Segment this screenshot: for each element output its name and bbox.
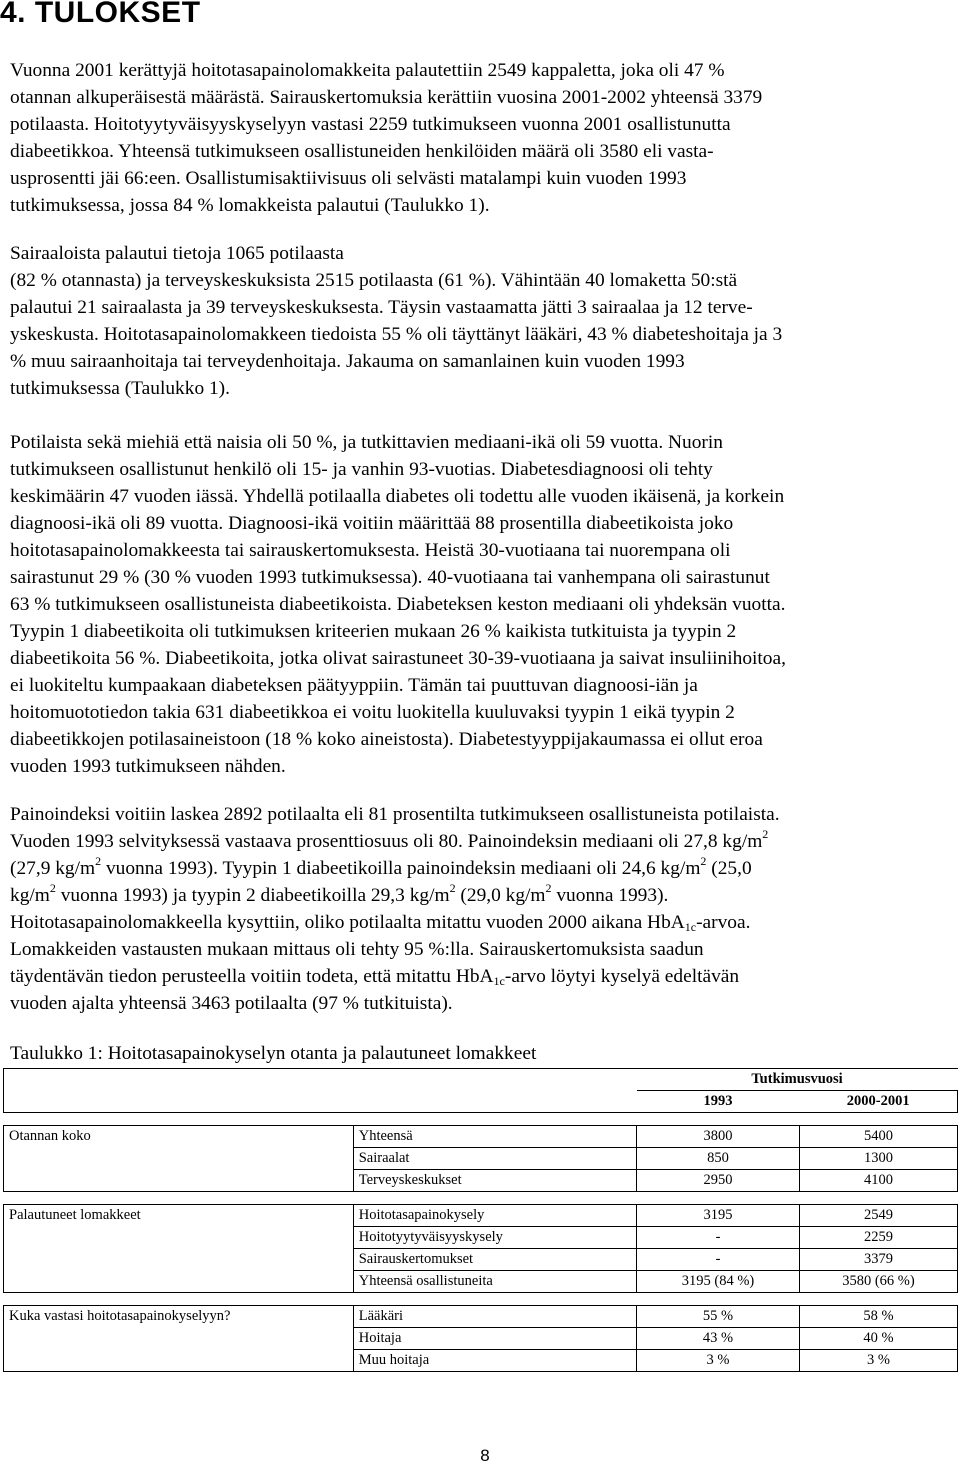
table-row <box>4 1148 958 1170</box>
paragraph-response-rate <box>10 57 955 219</box>
row-label: Yhteensä osallistuneita <box>353 1271 636 1293</box>
cell-2001: 1300 <box>799 1148 957 1170</box>
text-line: $kg/m^2$ vuonna 1993) ja tyypin 2 diabeetikoilla 29,3 $kg/m^2$ (29,0 $kg/m^2$ vuonna 1993). <box>10 881 669 906</box>
text-line: usprosentti jäi 66:een. Osallistumisaktiivisuus oli selvästi matalampi kuin vuoden 1993 <box>10 168 687 189</box>
text-line: ei luokiteltu kumpaakaan diabeteksen päätyyppiin. Tämän tai puuttuvan diagnoosi-iän ja <box>10 675 698 696</box>
text-line: täydentävän tiedon perusteella voitiin todeta, että mitattu HbA$_{1c}$-arvo löytyi kyselyä edeltävän <box>10 966 740 988</box>
cell-2001: 3 % <box>799 1350 957 1372</box>
text-line: 63 % tutkimukseen osallistuneista diabeetikoista. Diabeteksen keston mediaani oli yhdeksän vuotta. <box>10 594 786 615</box>
row-label: Lääkäri <box>353 1306 636 1328</box>
text-line: Vuonna 2001 kerättyjä hoitotasapainolomakkeita palautettiin 2549 kappaletta, joka oli 47 % <box>10 60 725 81</box>
column-header-1993: 1993 <box>637 1091 800 1113</box>
text-line: yskeskusta. Hoitotasapainolomakkeen tiedoista 55 % oli täyttänyt lääkäri, 43 % diabeteshoitaja ja 3 <box>10 324 783 345</box>
text-line: diabeetikoita 56 %. Diabeetikoita, jotka olivat sairastuneet 30-39-vuotiaana ja saivat insuliinihoitoa, <box>10 648 786 669</box>
row-group-label: Palautuneet lomakkeet <box>4 1205 354 1227</box>
table-caption: Taulukko 1: Hoitotasapainokyselyn otanta ja palautuneet lomakkeet <box>10 1043 537 1064</box>
text-line: keskimäärin 47 vuoden iässä. Yhdellä potilaalla diabetes oli todettu alle vuoden ikäisenä, ja korkein <box>10 486 785 507</box>
row-label: Terveyskeskukset <box>353 1170 636 1192</box>
row-label: Muu hoitaja <box>353 1350 636 1372</box>
row-group-label: Kuka vastasi hoitotasapainokyselyyn? <box>4 1306 354 1328</box>
text-line: tutkimuksessa, jossa 84 % lomakkeista palautui (Taulukko 1). <box>10 195 490 216</box>
paragraph-patients <box>10 429 955 780</box>
text-line: hoitomuototiedon takia 631 diabeetikkoa ei voitu luokitella kuuluvaksi tyypin 1 eikä tyypin 2 <box>10 702 735 723</box>
text-line: palautui 21 sairaalasta ja 39 terveyskeskuksesta. Täysin vastaamatta jätti 3 sairaalaa ja 12 terve- <box>10 297 753 318</box>
row-group-label: Otannan koko <box>4 1126 354 1148</box>
text-line: vuoden 1993 tutkimukseen nähden. <box>10 756 286 777</box>
cell-2001: 40 % <box>799 1328 957 1350</box>
text-line: Tyypin 1 diabeetikoita oli tutkimuksen kriteerien mukaan 26 % kaikista tutkituista ja tyypin 2 <box>10 621 737 642</box>
cell-1993: 43 % <box>637 1328 800 1350</box>
cell-1993: 3 % <box>637 1350 800 1372</box>
text-line: diagnoosi-ikä oli 89 vuotta. Diagnoosi-ikä voitiin määrittää 88 prosentilla diabeetikoista joko <box>10 513 734 534</box>
row-label: Hoitaja <box>353 1328 636 1350</box>
table-row <box>4 1249 958 1271</box>
cell-2001: 2549 <box>799 1205 957 1227</box>
text-line: diabeetikkojen potilasaineistoon (18 % koko aineistosta). Diabetestyyppijakaumassa ei ollut eroa <box>10 729 763 750</box>
row-label: Sairauskertomukset <box>353 1249 636 1271</box>
text-line: % muu sairaanhoitaja tai terveydenhoitaja. Jakauma on samanlainen kuin vuoden 1993 <box>10 351 685 372</box>
text-line: Sairaaloista palautui tietoja 1065 potilaasta <box>10 243 344 264</box>
cell-1993: - <box>637 1249 800 1271</box>
table-row <box>4 1306 958 1328</box>
cell-1993: 3195 <box>637 1205 800 1227</box>
cell-2001: 2259 <box>799 1227 957 1249</box>
column-header-2001: 2000-2001 <box>799 1091 957 1113</box>
results-table <box>3 1068 958 1372</box>
cell-1993: 2950 <box>637 1170 800 1192</box>
section-heading: 4. TULOKSET <box>0 0 201 29</box>
table-row <box>4 1205 958 1227</box>
table-row <box>4 1227 958 1249</box>
text-line: Potilaista sekä miehiä että naisia oli 50 %, ja tutkittavien mediaani-ikä oli 59 vuotta. Nuorin <box>10 432 723 453</box>
group-header: Tutkimusvuosi <box>637 1069 958 1091</box>
text-line: hoitotasapainolomakkeesta tai sairauskertomuksesta. Heistä 30-vuotiaana tai nuorempana oli <box>10 540 731 561</box>
paragraph-bmi <box>10 801 955 1017</box>
text-line: Lomakkeiden vastausten mukaan mittaus oli tehty 95 %:lla. Sairauskertomuksista saadun <box>10 939 704 960</box>
text-line: Vuoden 1993 selvityksessä vastaava prosenttiosuus oli 80. Painoindeksin mediaani oli 27,8 $kg/m^2$ <box>10 827 769 852</box>
cell-1993: 3195 (84 %) <box>637 1271 800 1293</box>
text-line: potilaasta. Hoitotyytyväisyyskyselyyn vastasi 2259 tutkimukseen vuonna 2001 osallistunutta <box>10 114 731 135</box>
text-line: sairastunut 29 % (30 % vuoden 1993 tutkimuksessa). 40-vuotiaana tai vanhempana oli sairastunut <box>10 567 770 588</box>
text-line: (27,9 $kg/m^2$ vuonna 1993). Tyypin 1 diabeetikoilla painoindeksin mediaani oli 24,6 $kg/m^2$ (25,0 <box>10 854 752 879</box>
text-line: (82 % otannasta) ja terveyskeskuksista 2515 potilaasta (61 %). Vähintään 40 lomaketta 50:stä <box>10 270 738 291</box>
table-row <box>4 1126 958 1148</box>
text-line: Painoindeksi voitiin laskea 2892 potilaalta eli 81 prosentilta tutkimukseen osallistuneista potilaista. <box>10 804 780 825</box>
cell-2001: 5400 <box>799 1126 957 1148</box>
text-line: diabeetikkoa. Yhteensä tutkimukseen osallistuneiden henkilöiden määrä oli 3580 eli vasta- <box>10 141 714 162</box>
cell-1993: 55 % <box>637 1306 800 1328</box>
text-line: tutkimukseen osallistunut henkilö oli 15- ja vanhin 93-vuotias. Diabetesdiagnoosi oli tehty <box>10 459 713 480</box>
text-line: otannan alkuperäisestä määrästä. Sairauskertomuksia kerättiin vuosina 2001-2002 yhteensä 3379 <box>10 87 763 108</box>
row-label: Hoitotyytyväisyyskysely <box>353 1227 636 1249</box>
row-label: Sairaalat <box>353 1148 636 1170</box>
cell-2001: 58 % <box>799 1306 957 1328</box>
page-number: 8 <box>480 1446 490 1465</box>
cell-2001: 4100 <box>799 1170 957 1192</box>
cell-1993: - <box>637 1227 800 1249</box>
row-label: Hoitotasapainokysely <box>353 1205 636 1227</box>
text-line: vuoden ajalta yhteensä 3463 potilaalta (97 % tutkituista). <box>10 993 453 1014</box>
row-label: Yhteensä <box>353 1126 636 1148</box>
cell-2001: 3580 (66 %) <box>799 1271 957 1293</box>
table-row <box>4 1328 958 1350</box>
cell-1993: 3800 <box>637 1126 800 1148</box>
cell-1993: 850 <box>637 1148 800 1170</box>
text-line: tutkimuksessa (Taulukko 1). <box>10 378 230 399</box>
paragraph-hospitals <box>10 240 955 402</box>
table-row <box>4 1170 958 1192</box>
table-row <box>4 1350 958 1372</box>
cell-2001: 3379 <box>799 1249 957 1271</box>
text-line: Hoitotasapainolomakkeella kysyttiin, oliko potilaalta mitattu vuoden 2000 aikana HbA$_{1c}$-arvoa. <box>10 912 751 934</box>
table-row <box>4 1271 958 1293</box>
